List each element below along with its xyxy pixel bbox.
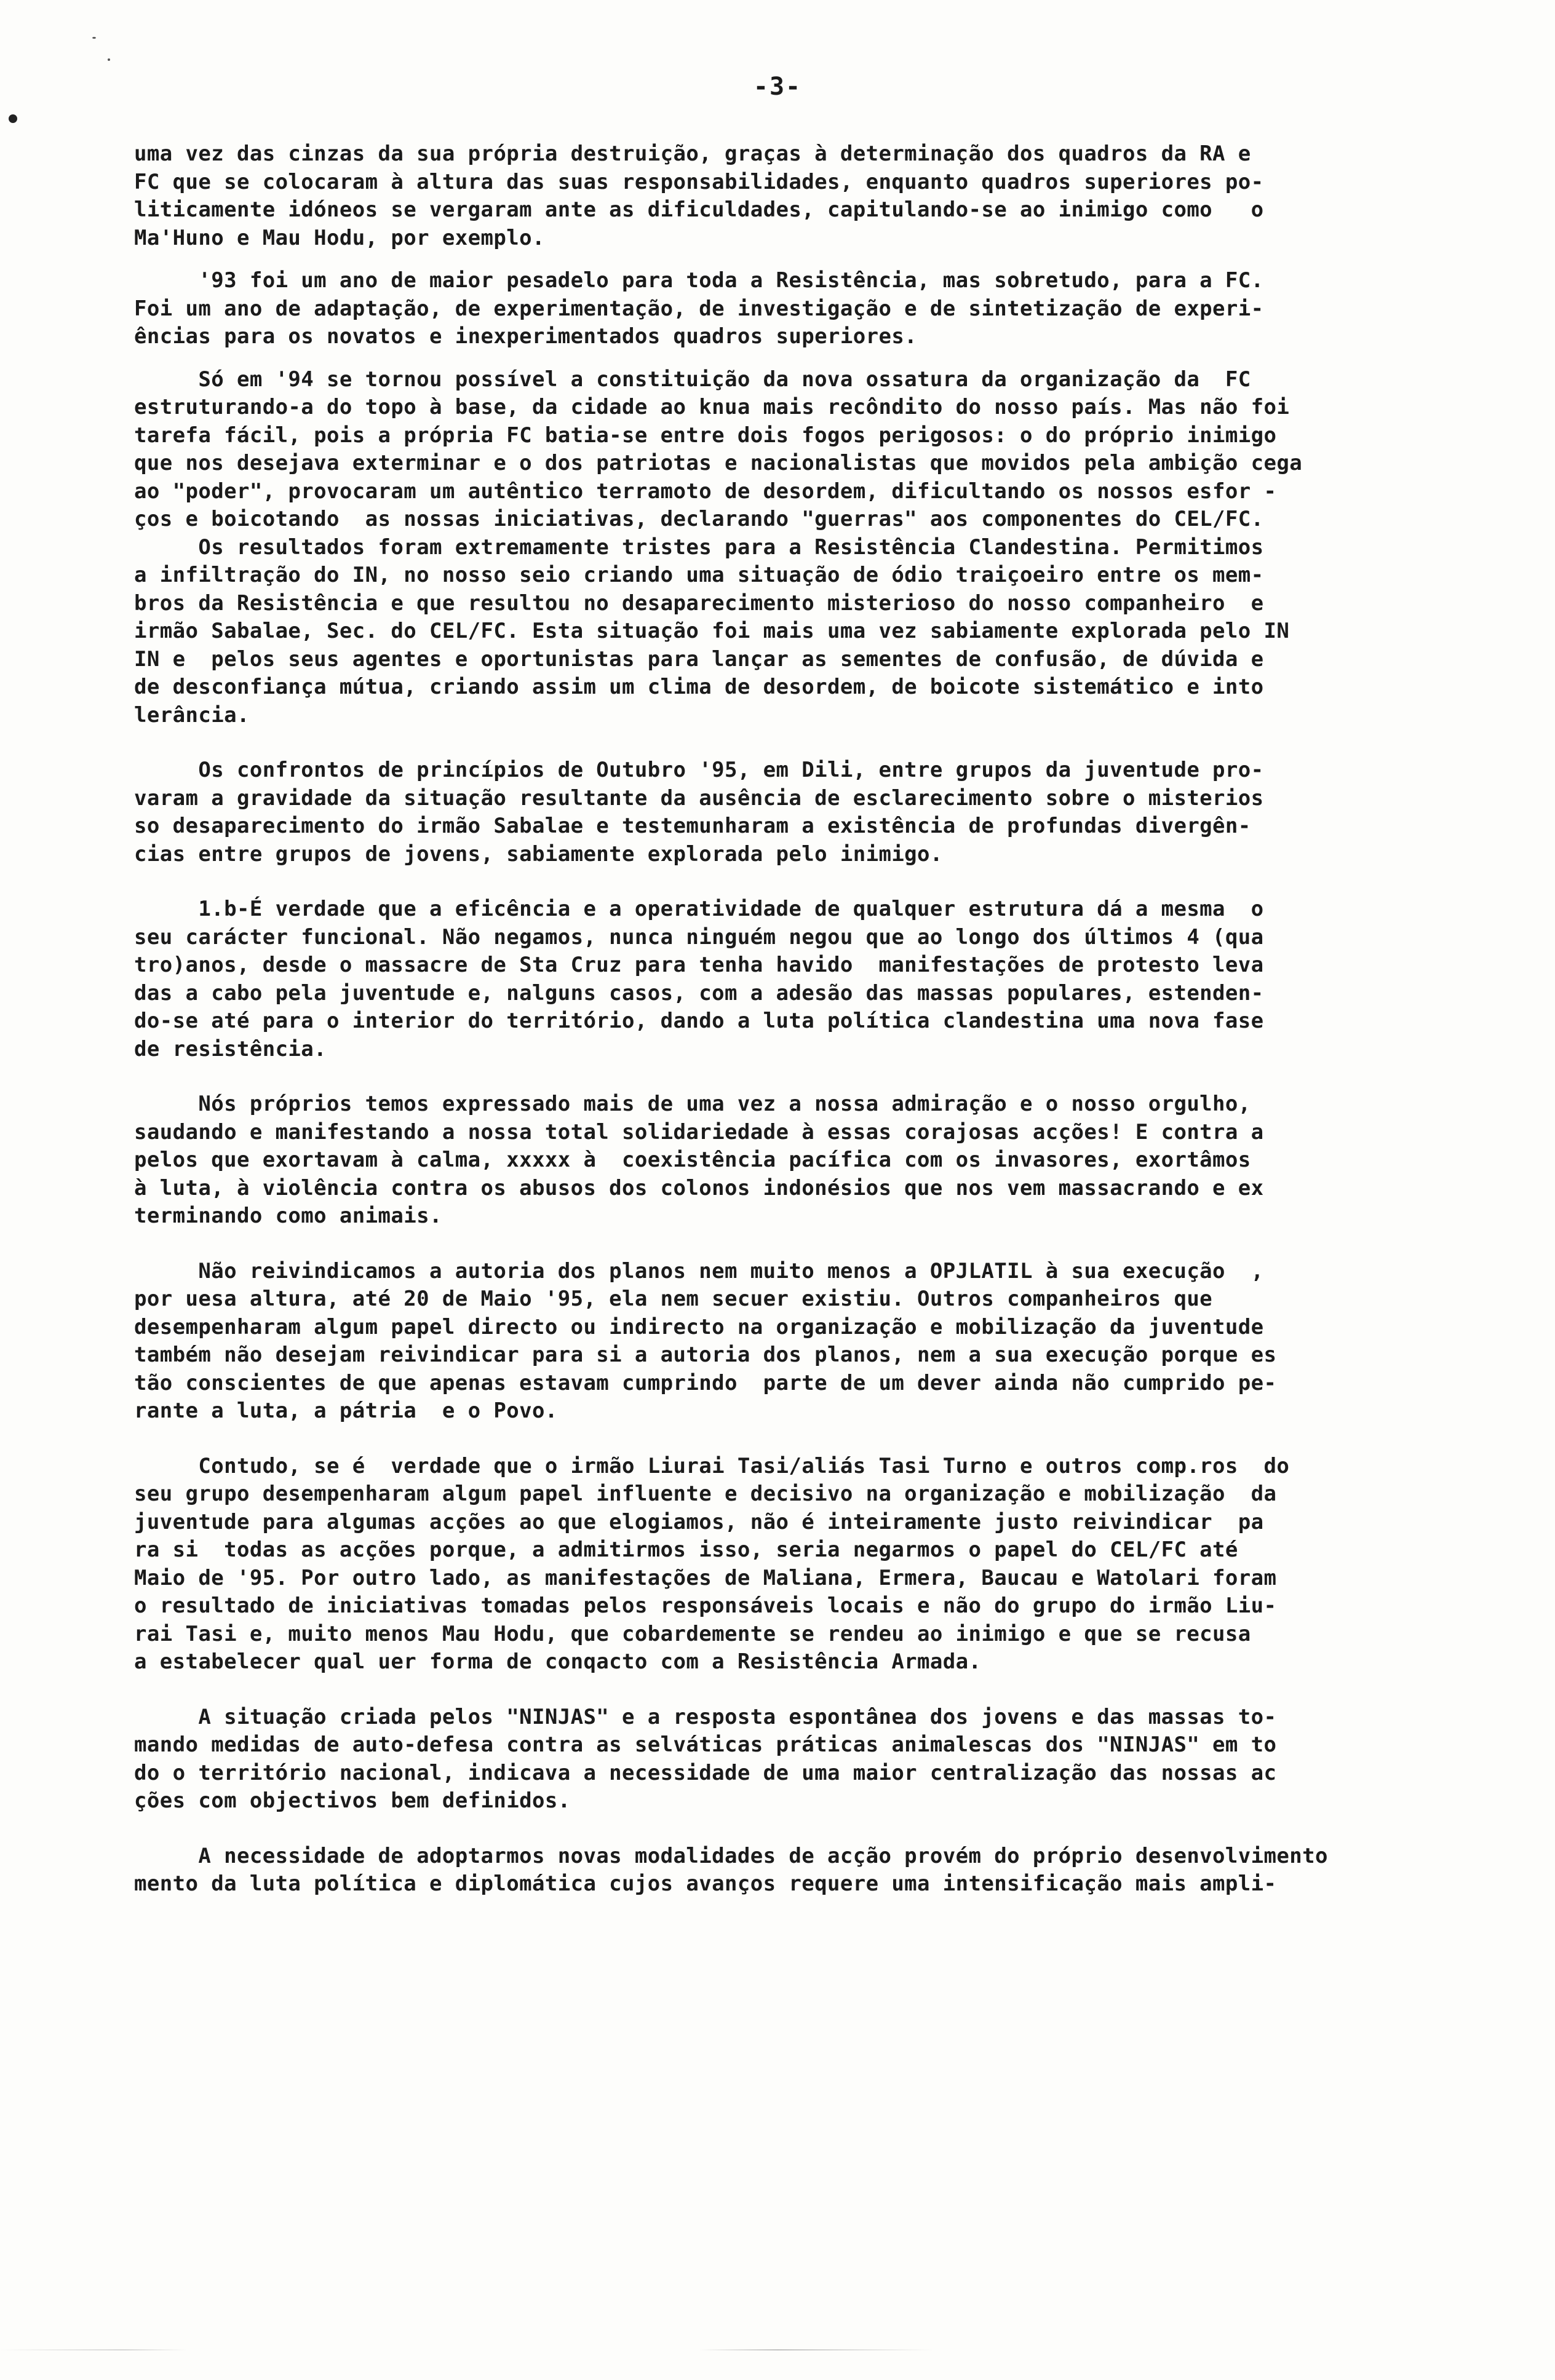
text-line: do o território nacional, indicava a necessidade de uma maior centralização das nossas ac: [134, 1760, 1277, 1785]
text-line: tão conscientes de que apenas estavam cumprindo parte de um dever ainda não cumprido pe-: [134, 1370, 1277, 1395]
text-line: desempenharam algum papel directo ou indirecto na organização e mobilização da juventude: [134, 1314, 1264, 1339]
text-line: A necessidade de adoptarmos novas modalidades de acção provém do próprio desenvolvimento: [134, 1843, 1328, 1868]
text-line: juventude para algumas acções ao que elogiamos, não é inteiramente justo reivindicar pa: [134, 1509, 1264, 1534]
paragraph: [134, 267, 1472, 351]
text-line: pelos que exortavam à calma, xxxxx à coexistência pacífica com os invasores, exortâmos: [134, 1148, 1251, 1172]
text-line: so desaparecimento do irmão Sabalae e testemunharam a existência de profundas divergên-: [134, 814, 1251, 838]
text-line: do-se até para o interior do território, dando a luta política clandestina uma nova fase: [134, 1009, 1264, 1033]
paragraph: [134, 1090, 1472, 1231]
text-line: uma vez das cinzas da sua própria destruição, graças à determinação dos quadros da RA e: [134, 141, 1251, 166]
text-line: a estabelecer qual uer forma de conqacto com a Resistência Armada.: [134, 1649, 982, 1674]
text-line: terminando como animais.: [134, 1204, 442, 1228]
paragraph: [134, 895, 1472, 1063]
page-number: -3-: [753, 73, 802, 101]
text-line: ços e boicotando as nossas iniciativas, declarando "guerras" aos componentes do CEL/FC.: [134, 507, 1264, 531]
text-line: liticamente idóneos se vergaram ante as dificuldades, capitulando-se ao inimigo como o: [134, 197, 1264, 222]
text-line: Os resultados foram extremamente tristes para a Resistência Clandestina. Permitimos: [134, 534, 1264, 560]
text-line: ências para os novatos e inexperimentados quadros superiores.: [134, 324, 918, 349]
text-line: '93 foi um ano de maior pesadelo para toda a Resistência, mas sobretudo, para a FC.: [134, 268, 1264, 293]
text-line: irmão Sabalae, Sec. do CEL/FC. Esta situação foi mais uma vez sabiamente explorada pelo IN: [134, 619, 1290, 643]
text-line: ções com objectivos bem definidos.: [134, 1788, 571, 1813]
text-line: tarefa fácil, pois a própria FC batia-se entre dois fogos perigosos: o do próprio inimigo: [134, 422, 1277, 448]
text-line: seu carácter funcional. Não negamos, nunca ninguém negou que ao longo dos últimos 4 (qua: [134, 924, 1264, 950]
speck-mark: [92, 37, 96, 39]
text-line: que nos desejava exterminar e o dos patriotas e nacionalistas que movidos pela ambição cega: [134, 451, 1303, 475]
text-line: Os confrontos de princípios de Outubro '95, em Dili, entre grupos da juventude pro-: [134, 758, 1264, 782]
text-line: ao "poder", provocaram um autêntico terramoto de desordem, dificultando os nossos esfor -: [134, 478, 1277, 504]
text-line: ra si todas as acções porque, a admitirmos isso, seria negarmos o papel do CEL/FC até: [134, 1537, 1238, 1562]
speck-mark: [108, 58, 110, 61]
text-line: tro)anos, desde o massacre de Sta Cruz para tenha havido manifestações de protesto leva: [134, 953, 1264, 977]
paragraph: [134, 140, 1472, 252]
paragraph: [134, 1704, 1472, 1815]
text-line: rai Tasi e, muito menos Mau Hodu, que cobardemente se rendeu ao inimigo e que se recusa: [134, 1621, 1251, 1646]
text-line: rante a luta, a pátria e o Povo.: [134, 1398, 558, 1423]
text-line: FC que se colocaram à altura das suas responsabilidades, enquanto quadros superiores po-: [134, 169, 1264, 194]
text-line: estruturando-a do topo à base, da cidade ao knua mais recôndito do nosso país. Mas não foi: [134, 395, 1290, 419]
text-line: seu grupo desempenharam algum papel influente e decisivo na organização e mobilização da: [134, 1482, 1277, 1506]
text-line: por uesa altura, até 20 de Maio '95, ela nem secuer existiu. Outros companheiros que: [134, 1287, 1213, 1311]
paragraph: [134, 1843, 1472, 1898]
text-line: a infiltração do IN, no nosso seio criando uma situação de ódio traiçoeiro entre os mem-: [134, 563, 1264, 587]
paragraph: [134, 1258, 1472, 1426]
text-line: de resistência.: [134, 1036, 327, 1061]
text-line: de desconfiança mútua, criando assim um clima de desordem, de boicote sistemático e into: [134, 675, 1264, 699]
text-line: à luta, à violência contra os abusos dos colonos indonésios que nos vem massacrando e ex: [134, 1175, 1264, 1200]
paragraph: [134, 534, 1472, 730]
text-line: Maio de '95. Por outro lado, as manifestações de Maliana, Ermera, Baucau e Watolari foram: [134, 1565, 1277, 1590]
text-line: A situação criada pelos "NINJAS" e a resposta espontânea dos jovens e das massas to-: [134, 1704, 1277, 1729]
text-line: das a cabo pela juventude e, nalguns casos, com a adesão das massas populares, estenden-: [134, 980, 1264, 1006]
text-line: Não reivindicamos a autoria dos planos nem muito menos a OPJLATIL à sua execução ,: [134, 1258, 1264, 1283]
text-line: lerância.: [134, 702, 250, 728]
text-line: saudando e manifestando a nossa total solidariedade à essas corajosas acções! E contra a: [134, 1119, 1264, 1144]
text-line: bros da Resistência e que resultou no desaparecimento misterioso do nosso companheiro e: [134, 590, 1264, 616]
text-line: Só em '94 se tornou possível a constituição da nova ossatura da organização da FC: [134, 367, 1251, 392]
text-line: Foi um ano de adaptação, de experimentação, de investigação e de sintetização de experi-: [134, 296, 1264, 321]
text-line: também não desejam reivindicar para si a autoria dos planos, nem a sua execução porque es: [134, 1343, 1277, 1367]
text-line: varam a gravidade da situação resultante da ausência de esclarecimento sobre o misterios: [134, 785, 1264, 811]
text-line: o resultado de iniciativas tomadas pelos responsáveis locais e não do grupo do irmão Liu-: [134, 1593, 1277, 1618]
text-line: Ma'Huno e Mau Hodu, por exemplo.: [134, 225, 545, 250]
scan-edge-line: [0, 2349, 1555, 2350]
document-body: [134, 140, 1472, 1898]
margin-dot: [9, 114, 17, 123]
text-line: IN e pelos seus agentes e oportunistas para lançar as sementes de confusão, de dúvida e: [134, 646, 1264, 672]
text-line: mento da luta política e diplomática cujos avanços requere uma intensificação mais ampli-: [134, 1871, 1277, 1896]
paragraph: [134, 756, 1472, 868]
text-line: mando medidas de auto-defesa contra as selváticas práticas animalescas dos "NINJAS" em to: [134, 1732, 1277, 1757]
text-line: Nós próprios temos expressado mais de uma vez a nossa admiração e o nosso orgulho,: [134, 1092, 1251, 1116]
text-line: 1.b-É verdade que a eficência e a operatividade de qualquer estrutura dá a mesma o: [134, 897, 1264, 921]
text-line: cias entre grupos de jovens, sabiamente explorada pelo inimigo.: [134, 841, 943, 867]
paragraph: [134, 1453, 1472, 1676]
paragraph: [134, 366, 1472, 534]
text-line: Contudo, se é verdade que o irmão Liurai Tasi/aliás Tasi Turno e outros comp.ros do: [134, 1453, 1290, 1478]
